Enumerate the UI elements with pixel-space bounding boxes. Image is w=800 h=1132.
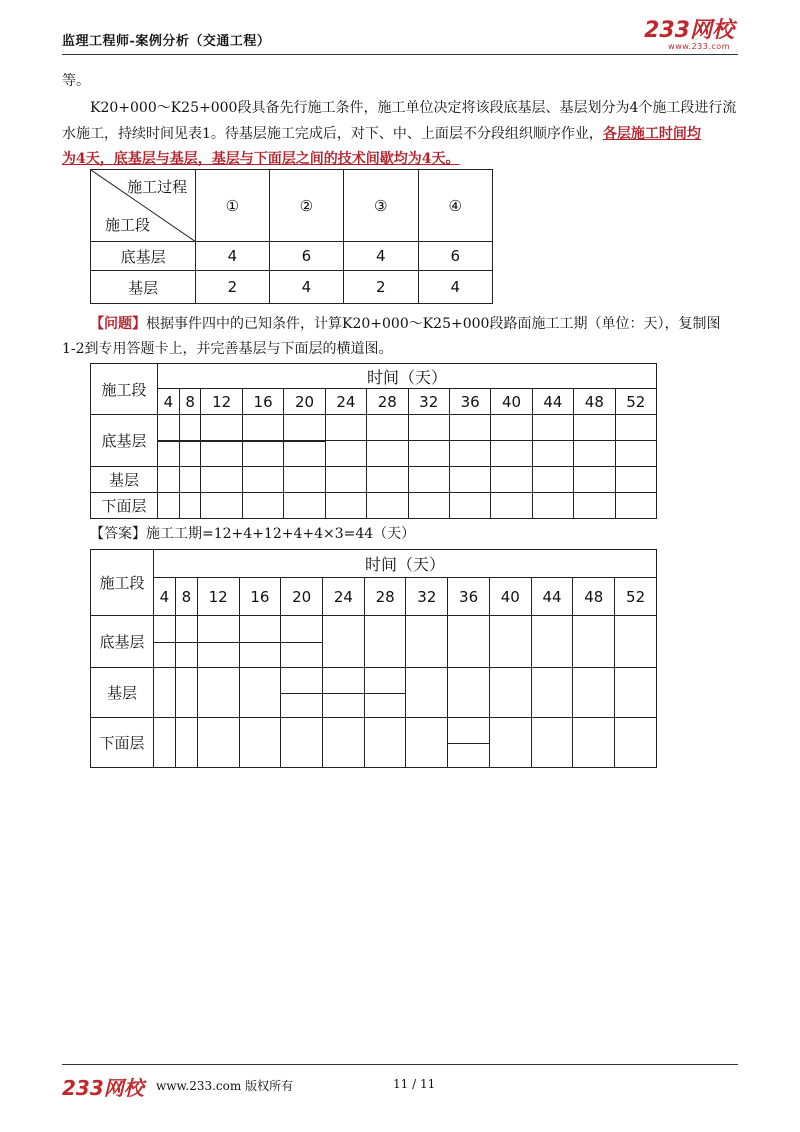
time-tick: 36: [449, 389, 490, 415]
time-tick: 40: [491, 389, 532, 415]
schedule-cell: [179, 493, 201, 519]
schedule-cell: [158, 441, 180, 467]
schedule-cell: [284, 493, 325, 519]
schedule-cell: [532, 415, 573, 441]
schedule-cell: [408, 415, 449, 441]
column-header: ①: [196, 170, 269, 242]
row-label: 基层: [91, 271, 196, 304]
schedule-cell: [491, 493, 532, 519]
question-line: 1-2到专用答题卡上，并完善基层与下面层的横道图。: [62, 341, 393, 357]
time-tick: 4: [158, 389, 180, 415]
table-cell: 6: [269, 242, 343, 271]
time-tick: 32: [408, 389, 449, 415]
paragraph-line: [62, 121, 701, 147]
schedule-cell: [175, 718, 197, 768]
schedule-cell: [531, 668, 573, 718]
schedule-cell: [615, 441, 656, 467]
schedule-cell: [408, 441, 449, 467]
schedule-cell: [448, 668, 490, 718]
question-line: [90, 311, 720, 337]
time-tick: 52: [615, 578, 657, 616]
schedule-cell: [197, 668, 239, 718]
header-rule: [62, 54, 738, 55]
schedule-cell: [323, 718, 365, 768]
row-label: 下面层: [91, 718, 154, 768]
schedule-cell: [154, 718, 176, 768]
paragraph-line: K20+000～K25+000段具备先行施工条件，施工单位决定将该段底基层、基层划分为4个施工段进行流: [90, 100, 737, 116]
schedule-cell: [615, 668, 657, 718]
column-header: ②: [269, 170, 343, 242]
schedule-cell: [158, 415, 180, 441]
text-line: 等。: [62, 73, 90, 89]
time-tick: 4: [154, 578, 176, 616]
schedule-cell: [367, 415, 408, 441]
schedule-cell: [323, 616, 365, 668]
schedule-cell: [284, 467, 325, 493]
question-text: 根据事件四中的已知条件，计算K20+000～K25+000段路面施工工期（单位：天），复制图: [146, 316, 721, 332]
column-header: ④: [418, 170, 493, 242]
schedule-cell: [281, 718, 323, 768]
time-tick: 24: [323, 578, 365, 616]
time-header: 时间（天）: [158, 364, 657, 389]
column-header: ③: [344, 170, 418, 242]
footer-rule: [62, 1064, 738, 1065]
time-tick: 16: [239, 578, 281, 616]
answer-tag: 【答案】: [90, 526, 146, 542]
schedule-cell: [201, 415, 242, 441]
schedule-cell: [239, 718, 281, 768]
footer-copyright: [156, 1077, 293, 1094]
schedule-bar: [281, 693, 406, 694]
schedule-cell: [615, 467, 656, 493]
page-number: 11 / 11: [393, 1077, 436, 1091]
schedule-cell: [364, 616, 406, 668]
schedule-cell: [531, 616, 573, 668]
schedule-cell: [449, 415, 490, 441]
schedule-cell: [408, 467, 449, 493]
time-header: 时间（天）: [154, 550, 657, 578]
table-cell: 2: [196, 271, 269, 304]
schedule-cell: [239, 668, 281, 718]
row-label: 基层: [91, 668, 154, 718]
time-tick: 12: [201, 389, 242, 415]
schedule-cell: [242, 467, 283, 493]
table-corner-cell: [91, 170, 196, 242]
schedule-cell: [448, 616, 490, 668]
time-tick: 16: [242, 389, 283, 415]
row-label: 基层: [91, 467, 158, 493]
corner-top-label: 施工过程: [127, 178, 188, 196]
schedule-cell: [573, 616, 615, 668]
schedule-cell: [574, 415, 615, 441]
schedule-cell: [615, 718, 657, 768]
schedule-cell: [574, 467, 615, 493]
schedule-cell: [449, 493, 490, 519]
schedule-cell: [408, 493, 449, 519]
table-cell: 2: [344, 271, 418, 304]
schedule-cell: [574, 493, 615, 519]
time-tick: 48: [574, 389, 615, 415]
time-tick: 52: [615, 389, 656, 415]
highlight-text: 各层施工时间均: [602, 126, 701, 142]
schedule-cell: [367, 467, 408, 493]
schedule-cell: [201, 441, 242, 467]
schedule-cell: [615, 415, 656, 441]
schedule-cell: [154, 668, 176, 718]
schedule-cell: [574, 441, 615, 467]
time-tick: 8: [175, 578, 197, 616]
time-tick: 20: [284, 389, 325, 415]
schedule-cell: [158, 467, 180, 493]
schedule-cell: [201, 493, 242, 519]
time-tick: 28: [367, 389, 408, 415]
schedule-cell: [406, 718, 448, 768]
chart-corner: 施工段: [91, 550, 154, 616]
schedule-cell: [201, 467, 242, 493]
schedule-cell: [573, 718, 615, 768]
time-tick: 40: [489, 578, 531, 616]
schedule-cell: [179, 441, 201, 467]
schedule-cell: [175, 668, 197, 718]
schedule-cell: [158, 493, 180, 519]
schedule-cell: [615, 616, 657, 668]
schedule-bar: [448, 743, 490, 744]
table-cell: 6: [418, 242, 493, 271]
schedule-cell: [406, 668, 448, 718]
corner-bottom-label: 施工段: [105, 216, 151, 234]
chart-corner: 施工段: [91, 364, 158, 415]
schedule-cell: [325, 467, 366, 493]
footer-rights: 版权所有: [245, 1079, 294, 1093]
table-cell: 4: [418, 271, 493, 304]
schedule-cell: [197, 718, 239, 768]
row-label: 底基层: [91, 616, 154, 668]
schedule-cell: [242, 441, 283, 467]
schedule-cell: [532, 441, 573, 467]
schedule-bar: [154, 642, 323, 643]
time-tick: 48: [573, 578, 615, 616]
time-tick: 36: [448, 578, 490, 616]
time-tick: 44: [532, 389, 573, 415]
schedule-cell: [367, 493, 408, 519]
answer-line: [90, 521, 415, 547]
table-row: [91, 271, 493, 304]
schedule-cell: [325, 415, 366, 441]
footer-logo: 233网校: [62, 1076, 144, 1100]
table-cell: 4: [269, 271, 343, 304]
brand-logo: 233网校: [644, 18, 734, 43]
time-tick: 32: [406, 578, 448, 616]
schedule-cell: [449, 467, 490, 493]
schedule-cell: [325, 493, 366, 519]
paragraph-text: 水施工，持续时间见表1。待基层施工完成后，对下、中、上面层不分段组织顺序作业，: [62, 126, 603, 142]
time-tick: 24: [325, 389, 366, 415]
table-cell: 4: [196, 242, 269, 271]
time-tick: 8: [179, 389, 201, 415]
brand-url: www.233.com: [668, 42, 730, 51]
schedule-cell: [449, 441, 490, 467]
answer-text: 施工工期=12+4+12+4+4×3=44（天）: [146, 526, 416, 542]
document-header-title: 监理工程师-案例分析（交通工程）: [62, 34, 271, 49]
schedule-cell: [491, 415, 532, 441]
time-tick: 44: [531, 578, 573, 616]
time-tick: 20: [281, 578, 323, 616]
table-cell: 4: [344, 242, 418, 271]
time-tick: 28: [364, 578, 406, 616]
schedule-cell: [242, 415, 283, 441]
schedule-cell: [242, 493, 283, 519]
schedule-cell: [489, 668, 531, 718]
schedule-cell: [491, 441, 532, 467]
schedule-chart-answer: [90, 549, 657, 768]
schedule-cell: [532, 467, 573, 493]
schedule-cell: [367, 441, 408, 467]
time-tick: 12: [197, 578, 239, 616]
row-label: 下面层: [91, 493, 158, 519]
highlight-text: 为4天，底基层与基层，基层与下面层之间的技术间歇均为4天。: [62, 151, 460, 167]
schedule-cell: [489, 616, 531, 668]
schedule-cell: [532, 493, 573, 519]
schedule-cell: [284, 415, 325, 441]
schedule-cell: [284, 441, 325, 467]
schedule-cell: [531, 718, 573, 768]
schedule-cell: [489, 718, 531, 768]
duration-table: [90, 169, 493, 304]
question-tag: 【问题】: [90, 316, 146, 332]
table-row: [91, 242, 493, 271]
schedule-cell: [364, 718, 406, 768]
schedule-cell: [491, 467, 532, 493]
schedule-cell: [179, 415, 201, 441]
footer-url: www.233.com: [156, 1079, 242, 1093]
schedule-cell: [406, 616, 448, 668]
schedule-bar: [158, 441, 326, 442]
schedule-cell: [573, 668, 615, 718]
schedule-cell: [615, 493, 656, 519]
row-label: 底基层: [91, 415, 158, 467]
schedule-cell: [179, 467, 201, 493]
schedule-cell: [325, 441, 366, 467]
row-label: 底基层: [91, 242, 196, 271]
